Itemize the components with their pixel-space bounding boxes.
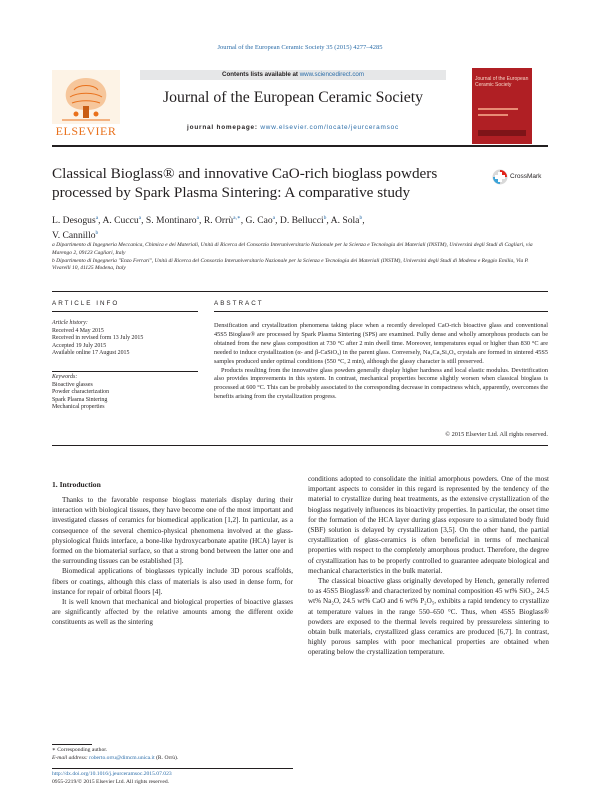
body-paragraph: Biomedical applications of bioglasses typically include 3D porous scaffolds, fibers or coatings, although this class of materials is also used in dense form, for instance for repair of orbital floors [4]. (52, 567, 293, 596)
keyword: Powder characterization (52, 389, 110, 396)
email-label: E-mail address: (52, 754, 90, 761)
footnote-divider (52, 744, 92, 745)
crossmark-label: CrossMark (510, 173, 542, 180)
section-heading-introduction: 1. Introduction (52, 480, 101, 489)
affiliation-b: b Dipartimento di Ingegneria "Enzo Ferrari", Unità di Ricerca del Consorzio Interuniversitario Nazionale per la Scienza e Tecnologia dei Materiali (INSTM), Università degli Studi di Modena e Reggio Emilia, Via P. Vivarelli 10, 41125 Modena, Italy (52, 257, 529, 272)
journal-homepage-line (140, 124, 446, 131)
doi-block (52, 771, 293, 786)
journal-cover-thumbnail (472, 68, 532, 144)
body-column-right (308, 474, 549, 658)
email-suffix: (R. Orrù). (154, 754, 179, 761)
history-heading: Article history: (52, 320, 88, 326)
cover-decoration (478, 108, 518, 110)
abstract-copyright: © 2015 Elsevier Ltd. All rights reserved. (445, 431, 548, 438)
cover-title: Journal of the European Ceramic Society (475, 76, 529, 88)
article-info-heading: ARTICLE INFO (52, 300, 120, 307)
article-history (52, 320, 198, 358)
journal-title: Journal of the European Ceramic Society (162, 89, 424, 106)
keywords-divider (52, 371, 198, 372)
elsevier-wordmark: ELSEVIER (55, 124, 117, 138)
issn-copyright: 0955-2219/© 2015 Elsevier Ltd. All rights reserved. (52, 778, 170, 785)
affiliations (52, 242, 548, 273)
abstract-paragraph: Products resulting from the innovative glass powders generally display higher hardness and local elastic modulus. Devitrification also provides improvements in this system. In contrast, mechanical properties become slightly worsen when classical bioglass is processed at 600 °C. This can be probably associated to the corresponding decrease in compactness which, apparently, overcomes the benefits arising from the crystallization progress. (214, 366, 548, 401)
affiliation-a: a Dipartimento di Ingegneria Meccanica, Chimica e dei Materiali, Unità di Ricerca del Consorzio Interuniversitario Nazionale per la Scienza e Tecnologia dei Materiali (INSTM), Università degli Studi di Cagliari, via Marengo 2, 09123 Cagliari, Italy (52, 242, 533, 256)
homepage-prefix: journal homepage: (187, 124, 261, 131)
contents-available-line (140, 70, 446, 80)
cover-decoration (478, 114, 508, 116)
body-paragraph: It is well known that mechanical and biological properties of bioactive glasses are significantly affected by the relative amounts among the different oxide constituents as well as the sintering (52, 598, 293, 627)
body-paragraph: conditions adopted to consolidate the initial amorphous powders. One of the most important aspects to consider in this regard is represented by the tendency of the material to crystallize during heat treatments, as the extensive crystallization of the bioglass negatively influences its bioactivity properties. In particular, the onset time for the formation of the HCA layer during glass exposure to a simulated body fluid (SBF) solution is delayed by crystallization [3,5]. On the other hand, the partial crystallization of glass-ceramics is often beneficial in terms of mechanical properties with respect to the completely amorphous product. Therefore, the degree of crystallization has to be properly controlled to guarantee adequate biological and mechanical characteristics in the bulk material. (308, 475, 549, 575)
journal-header (52, 70, 529, 142)
author: D. Bellucci$^b$, (279, 215, 331, 227)
history-item: Received 4 May 2015 (52, 327, 104, 334)
keyword: Mechanical properties (52, 404, 105, 411)
body-paragraph: The classical bioactive glass originally developed by Hench, generally referred to as 45S5 Bioglass® and characterized by nominal composition 45 wt% SiO₂, 24.5 wt% Na₂O, 24.5 wt% CaO and 6 wt% P₂O₅, exhibits a rapid tendency to crystallize at temperature values in the range 550–650 °C. Thus, when 45S5 Bioglass® powders are exposed to the thermal levels required by pressureless sintering to obtain bulk materials, crystallized glass ceramics are produced [6,7]. In contrast, highly porous samples with poor mechanical properties are obtained when operating below the crystallization temperature. (308, 577, 549, 657)
journal-homepage-link[interactable]: www.elsevier.com/locate/jeurceramsoc (260, 124, 399, 131)
history-item: Received in revised form 13 July 2015 (52, 335, 144, 342)
keywords-heading: Keywords: (52, 374, 78, 380)
doi-link[interactable]: http://dx.doi.org/10.1016/j.jeurceramsoc.2015.07.023 (52, 771, 172, 777)
corresponding-author-label: ∗ Corresponding author. (52, 747, 108, 753)
email-link[interactable]: roberto.orru@dimcm.unica.it (89, 754, 155, 761)
author: G. Cao$^a$, (245, 215, 280, 227)
abstract-heading: ABSTRACT (214, 300, 264, 307)
author: S. Montinaro$^a$, (145, 215, 204, 227)
abstract-paragraph: Densification and crystallization phenomena taking place when a recently developed CaO-rich bioactive glass and conventional 45S5 Bioglass® are processed by Spark Plasma Sintering (SPS) are examined. Fully dense and wholly amorphous products can be obtained from the new glass composition at 730 °C after 2 min dwell time. Moreover, temperatures equal or higher than 830 °C are needed to induce crystallization (α- and β-CaSiO₃) in the parent glass. Conversely, Na₂Ca₂Si₃O₉ crystals are formed in sintered 45S5 samples produced under optimal conditions (550 °C, 2 min), although the glassy character is still preserved. (214, 322, 548, 365)
body-column-left (52, 495, 293, 628)
author: V. Cannillo$^b$ (52, 230, 99, 242)
crossmark-badge[interactable] (492, 168, 548, 190)
article-title-line-2: processed by Spark Plasma Sintering: A comparative study (52, 184, 411, 201)
elsevier-logo (52, 70, 120, 138)
history-item: Accepted 19 July 2015 (52, 342, 107, 349)
crossmark-icon (492, 168, 508, 188)
article-title-line-1: Classical Bioglass® and innovative CaO-rich bioglass powders (52, 165, 438, 182)
email-line (52, 755, 293, 763)
keyword: Spark Plasma Sintering (52, 396, 108, 403)
author: L. Desogus$^a$, (52, 215, 103, 227)
corresponding-author-footnote (52, 747, 293, 762)
article-info-divider (52, 311, 198, 312)
body-paragraph: Thanks to the favorable response bioglass materials display during their interaction with biological tissues, they have become one of the most important and investigated classes of ceramics for biomedical application [1,2]. In particular, as a consequence of the several chemico-physical phenomena involved at the glass-physiological fluids interface, a bone-like hydroxycarbonate apatite (HCA) layer is formed on the biomaterial surface, so that a strong bond between the latter one and the surrounding tissues can be established [3]. (52, 496, 293, 566)
abstract-bottom-divider (52, 445, 548, 446)
elsevier-tree-icon (52, 70, 120, 124)
author: A. Cuccu$^a$, (102, 215, 146, 227)
abstract-body (214, 322, 548, 402)
journal-citation-header[interactable]: Journal of the European Ceramic Society 35 (2015) 4277–4285 (217, 44, 383, 51)
header-divider (52, 145, 548, 147)
author: A. Sola$^b$, (330, 215, 365, 227)
keywords (52, 374, 198, 412)
cover-decoration (478, 130, 526, 136)
contents-prefix: Contents lists available at (221, 71, 300, 78)
affiliation-divider (52, 291, 548, 292)
author-list (52, 212, 512, 242)
history-item: Available online 17 August 2015 (52, 350, 130, 357)
keyword: Bioactive glasses (52, 381, 93, 388)
article-title (52, 164, 472, 202)
author: R. Orrù$^{a,∗}$, (203, 215, 246, 227)
sciencedirect-link[interactable]: www.sciencedirect.com (299, 71, 365, 78)
abstract-divider (214, 311, 548, 312)
